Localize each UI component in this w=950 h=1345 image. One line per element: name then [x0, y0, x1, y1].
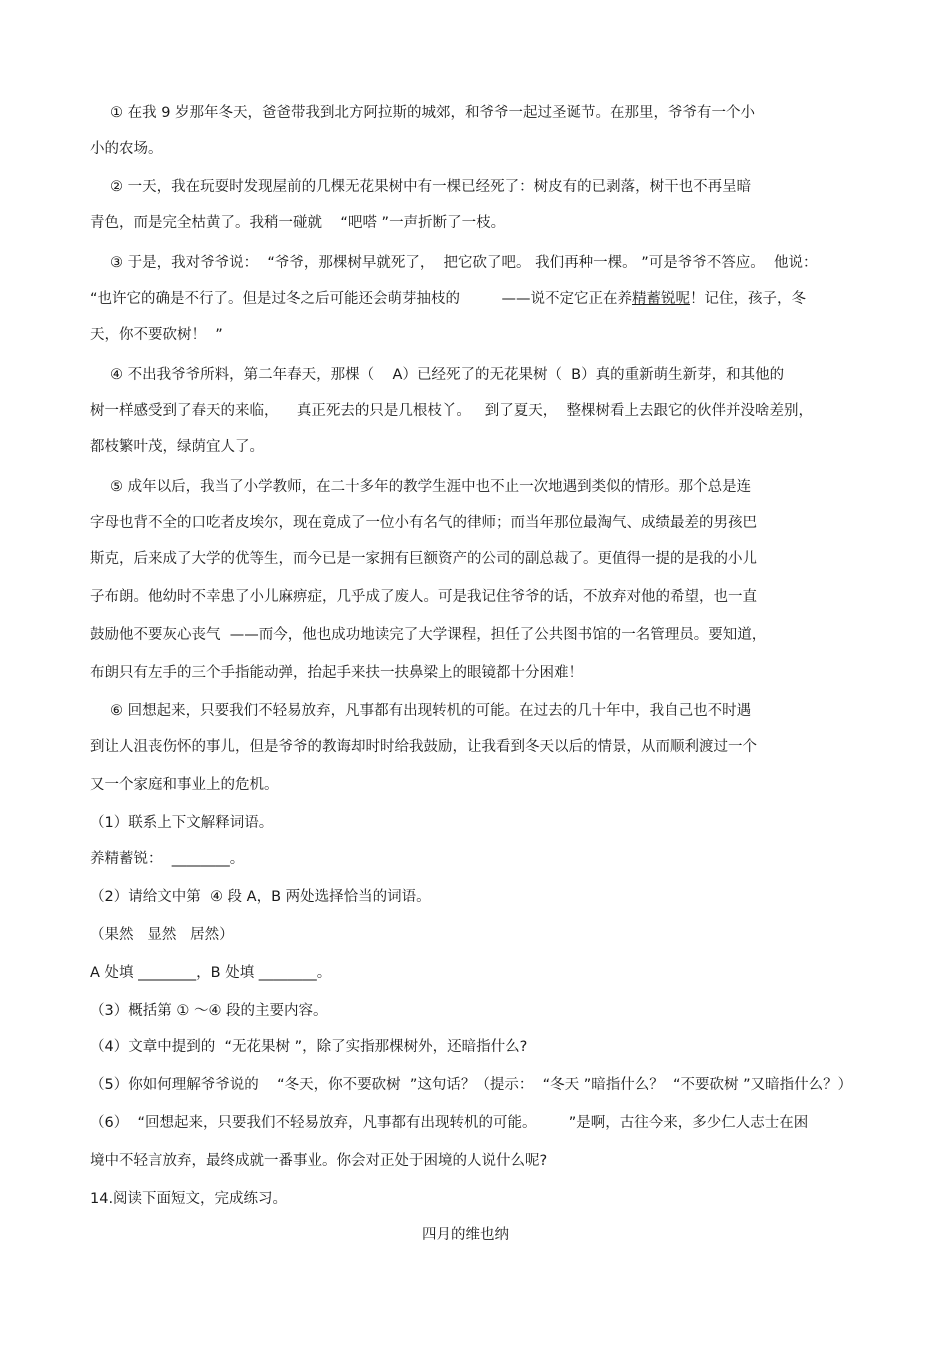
- p4-line-3: 都枝繁叶茂，绿荫宜人了。: [90, 439, 264, 455]
- p5-line-4: 子布朗。他幼时不幸患了小儿麻痹症，几乎成了废人。可是我记住爷爷的话，不放弃对他的希望，也一直: [90, 589, 757, 605]
- p3-line-2-start: “也许它的确是不行了。但是过冬之后可能还会萌芽抽枝的 ——说不定它正在养: [90, 291, 632, 307]
- p5-line-3: 斯克，后来成了大学的优等生，而今已是一家拥有巨额资产的公司的副总裁了。更值得一提的是我的小儿: [90, 551, 757, 567]
- p4-line-2: 树一样感受到了春天的来临， 真正死去的只是几根枝丫。 到了夏天， 整棵树看上去跟它的伙伴并没啥差别，: [90, 403, 813, 419]
- question-1: （1）联系上下文解释词语。: [90, 815, 274, 831]
- underlined-phrase: 精蓄锐呢: [632, 291, 690, 307]
- p6-line-3: 又一个家庭和事业上的危机。: [90, 777, 279, 793]
- p5-line-5: 鼓励他不要灰心丧气 ——而今，他也成功地读完了大学课程，担任了公共图书馆的一名管理员。要知道，: [90, 627, 767, 643]
- p6-line-2: 到让人沮丧伤怀的事儿，但是爷爷的教诲却时时给我鼓励，让我看到冬天以后的情景，从而顺利渡过一个: [90, 739, 757, 755]
- article-title: 四月的维也纳: [422, 1227, 509, 1243]
- p3-line-1: ③ 于是，我对爷爷说： “爷爷，那棵树早就死了， 把它砍了吧。 我们再种一棵。 ”可是爷爷不答应。 他说：: [110, 255, 818, 271]
- p1-line-2: 小的农场。: [90, 141, 163, 157]
- question-3: （3）概括第 ① ～④ 段的主要内容。: [90, 1003, 328, 1019]
- p5-line-6: 布朗只有左手的三个手指能动弹，抬起手来扶一扶鼻梁上的眼镜都十分困难！: [90, 665, 583, 681]
- p4-line-1: ④ 不出我爷爷所料，第二年春天，那棵（ A）已经死了的无花果树（ B）真的重新萌生新芽，和其他的: [110, 367, 785, 383]
- section-heading: 14.阅读下面短文，完成练习。: [90, 1191, 288, 1207]
- question-2: （2）请给文中第 ④ 段 A，B 两处选择恰当的词语。: [90, 889, 431, 905]
- p6-line-1: ⑥ 回想起来，只要我们不轻易放弃，凡事都有出现转机的可能。在过去的几十年中，我自己也不时遇: [110, 703, 752, 719]
- question-6-line-1: （6） “回想起来，只要我们不轻易放弃，凡事都有出现转机的可能。 ”是啊，古往今来，多少仁人志士在困: [90, 1115, 809, 1131]
- p3-line-2: [90, 290, 806, 308]
- p3-line-3: 天，你不要砍树！ ”: [90, 327, 223, 343]
- question-5: （5）你如何理解爷爷说的 “冬天，你不要砍树 ”这句话？（提示： “冬天 ”暗指什么？ “不要砍树 ”又暗指什么？）: [90, 1077, 853, 1093]
- p1-line-1: ① 在我 9 岁那年冬天，爸爸带我到北方阿拉斯的城郊，和爷爷一起过圣诞节。在那里，爷爷有一个小: [110, 105, 756, 121]
- question-4: （4）文章中提到的 “无花果树 ”，除了实指那棵树外，还暗指什么?: [90, 1039, 528, 1055]
- p3-line-2-end: ！记住，孩子，冬: [690, 291, 806, 307]
- question-2-options: （果然 显然 居然）: [90, 927, 234, 943]
- p5-line-1: ⑤ 成年以后，我当了小学教师，在二十多年的教学生涯中也不止一次地遇到类似的情形。那个总是连: [110, 479, 752, 495]
- p2-line-2: 青色，而是完全枯黄了。我稍一碰就 “吧嗒 ”一声折断了一枝。: [90, 215, 506, 231]
- p5-line-2: 字母也背不全的口吃者皮埃尔，现在竟成了一位小有名气的律师；而当年那位最淘气、成绩最差的男孩巴: [90, 515, 757, 531]
- question-2-fill: A 处填 ________，B 处填 ________。: [90, 965, 332, 981]
- p2-line-1: ② 一天，我在玩耍时发现屋前的几棵无花果树中有一棵已经死了：树皮有的已剥落，树干也不再呈暗: [110, 179, 752, 195]
- question-6-line-2: 境中不轻言放弃，最终成就一番事业。你会对正处于困境的人说什么呢?: [90, 1153, 548, 1169]
- question-1-item: 养精蓄锐： ________。: [90, 851, 245, 867]
